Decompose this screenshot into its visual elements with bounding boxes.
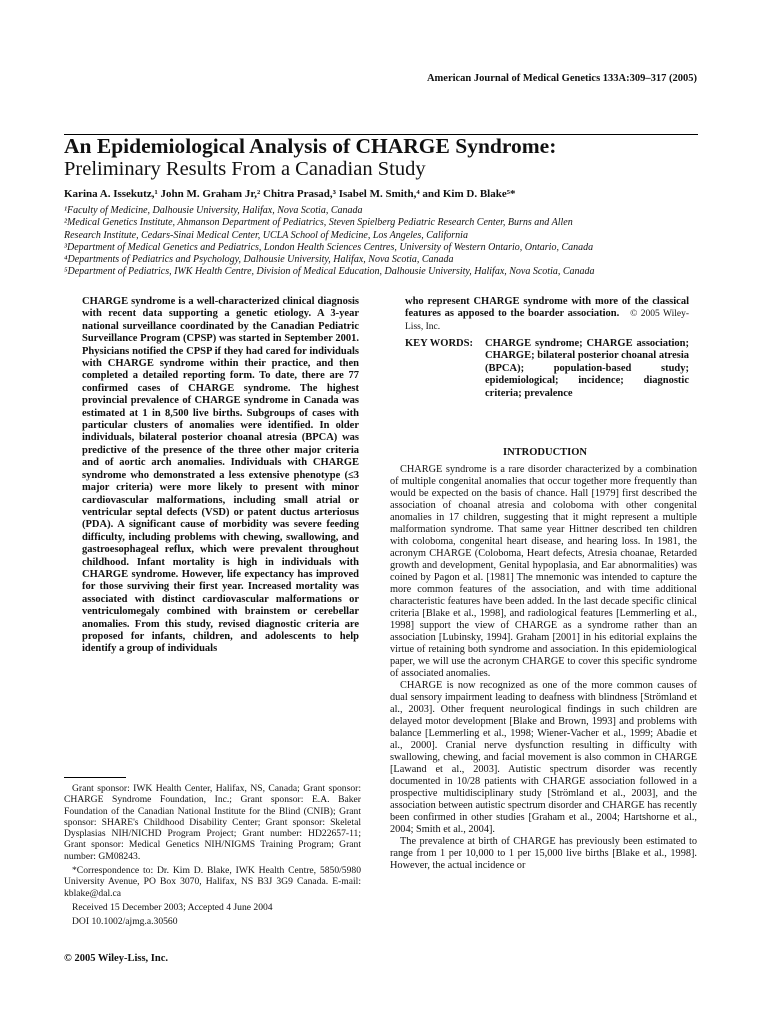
- keywords-block: [405, 338, 689, 400]
- intro-paragraph: The prevalence at birth of CHARGE has previously been estimated to range from 1 per 10,000 to 1 per 15,000 live births [Blake et al., 1998]. However, the actual incidence or: [390, 836, 697, 871]
- abstract-continuation: who represent CHARGE syndrome with more of the classical features as apposed to the boarder association.: [405, 296, 689, 320]
- footnotes: [64, 783, 361, 931]
- section-heading-introduction: INTRODUCTION: [502, 447, 587, 458]
- intro-paragraph: CHARGE syndrome is a rare disorder characterized by a combination of multiple congenital anomalies that occur together more frequently than would be expected on the basis of chance. Hall [1979] first described the association of choanal atresia and coloboma with other congenital anomalies in 17 children, suggesting that it might represent a multiple malformation syndrome. That same year Hittner described ten children with coloboma, congenital heart disease, and hearing loss. In 1981, the acronym CHARGE (Coloboma, Heart defects, Atresia choanae, Retarded growth and development, Genital hypoplasia, and Ear abnormalities) was coined by Pagon et al. [1981] The mnemonic was intended to capture the more common features of the association, and with time additional characteristic features have been added. In the last decade specific clinical criteria [Blake et al., 1998], and radiological features [Lemmerling et al., 1998] support the view of CHARGE as a syndrome rather than an association [Lubinsky, 1994]. Graham [2001] in his editorial explains the virtue of retaining both syndrome and association. In this epidemiological paper, we will use the acronym CHARGE to cover this specific syndrome of associated anomalies.: [390, 464, 697, 679]
- footnote-correspondence: *Correspondence to: Dr. Kim D. Blake, IWK Health Centre, 5850/5980 University Avenue, PO Box 3070, Halifax, NS B3J 3G9 Canada. E-mail: kblake@dal.ca: [64, 865, 361, 899]
- footnote-rule: [64, 777, 126, 778]
- intro-paragraph: CHARGE is now recognized as one of the more common causes of dual sensory impairment leading to deafness with blindness [Strömland et al., 2003]. Other frequent neurological findings in such children are delayed motor development [Blake and Brown, 1993] and problems with balance [Lemmerling et al., 1998; Wiener-Vacher et al., 1999; Abadie et al., 2000]. Cranial nerve dysfunction resulting in difficulty with swallowing, chewing, and facial movement is also common in CHARGE [Lawand et al., 2003]. Autistic spectrum disorder was recently documented in 10/28 patients with CHARGE association followed in a prospective multidisciplinary study [Strömland et al., 2003], and the association between autistic spectrum disorder and CHARGE has recently been confirmed in other studies [Graham et al., 2004; Hartshorne et al., 2004; Smith et al., 2004].: [390, 680, 697, 835]
- author-list: Karina A. Issekutz,¹ John M. Graham Jr,² Chitra Prasad,³ Isabel M. Smith,⁴ and Kim D. Blake⁵*: [64, 188, 516, 200]
- affiliation-2-cont: Research Institute, Cedars-Sinai Medical Center, UCLA School of Medicine, Los Angeles, California: [64, 229, 468, 241]
- affiliation-3: ³Department of Medical Genetics and Pediatrics, London Health Sciences Centres, University of Western Ontario, Ontario, Canada: [64, 241, 594, 253]
- keywords-text: CHARGE syndrome; CHARGE association; CHARGE; bilateral posterior choanal atresia (BPCA); population-based study; epidemiological; incidence; diagnostic criteria; prevalence: [485, 338, 689, 399]
- abstract-copyright: © 2005 Wiley-Liss, Inc.: [405, 309, 689, 332]
- affiliation-4: ⁴Departments of Pediatrics and Psychology, Dalhousie University, Halifax, Nova Scotia, Canada: [64, 254, 454, 266]
- affiliation-5: ⁵Department of Pediatrics, IWK Health Centre, Division of Medical Education, Dalhousie University, Halifax, Nova Scotia, Canada: [64, 266, 595, 278]
- affiliation-1: ¹Faculty of Medicine, Dalhousie University, Halifax, Nova Scotia, Canada: [64, 205, 363, 216]
- article-title: An Epidemiological Analysis of CHARGE Syndrome:: [64, 134, 557, 158]
- footnote-received: Received 15 December 2003; Accepted 4 June 2004: [72, 901, 273, 913]
- affiliation-2: ²Medical Genetics Institute, Ahmanson Department of Pediatrics, Steven Spielberg Pediatric Research Center, Burns and Allen: [64, 217, 573, 229]
- affiliations: [64, 205, 714, 279]
- footer-copyright: © 2005 Wiley-Liss, Inc.: [64, 953, 169, 964]
- footnote-doi: DOI 10.1002/ajmg.a.30560: [72, 916, 178, 928]
- abstract-column-2: [405, 296, 689, 333]
- article-subtitle: Preliminary Results From a Canadian Study: [64, 158, 426, 180]
- journal-header: American Journal of Medical Genetics 133A:309–317 (2005): [426, 73, 697, 84]
- keywords-label: KEY WORDS:: [405, 338, 473, 349]
- abstract-column-1: CHARGE syndrome is a well-characterized clinical diagnosis with recent data supporting a genetic etiology. A 3-year national surveillance coordinated by the Canadian Pediatric Surveillance Program (CPSP) was started in September 2001. Physicians notified the CPSP if they had cared for individuals with CHARGE syndrome within their practice, and then completed a detailed reporting form. To date, there are 77 confirmed cases of CHARGE syndrome. The highest provincial prevalence of CHARGE syndrome in Canada was estimated at 1 in 8,500 live births. Subgroups of cases with particular clusters of anomalies were identified. In older individuals, bilateral posterior choanal atresia (BPCA) was predictive of the presence of the three other major criteria and of aortic arch anomalies. Individuals with CHARGE syndrome who demonstrated a less extensive phenotype (≤3 major criteria) were more likely to present with minor cardiovascular malformations, including small atrial or ventricular septal defects (VSD) or patent ductus arteriosus (PDA). A significant cause of morbidity was severe feeding difficulty, including problems with chewing, swallowing, and gastroesophageal reflux, which were prevalent throughout childhood. Infant mortality is high in individuals with CHARGE syndrome. However, life expectancy has improved for those surviving their first year. Increased mortality was associated with distinct cardiovascular malformations or ventriculomegaly combined with brainstem or cerebellar anomalies. From this study, revised diagnostic criteria are proposed for infants, children, and adolescents to help identify a group of individuals: [82, 296, 359, 655]
- footnote-grants: Grant sponsor: IWK Health Center, Halifax, NS, Canada; Grant sponsor: CHARGE Syndrome Foundation, Inc.; Grant sponsor: E.A. Baker Foundation of the Canadian National Institute for the Blind (CNIB); Grant sponsor: SHARE's Childhood Disability Center; Grant sponsor: Skeletal Dysplasias NIH/NICHD Program Project; Grant number: HD22657-11; Grant sponsor: Medical Genetics NIH/NIGMS Training Program; Grant number: GM08243.: [64, 783, 361, 862]
- introduction-body: [390, 464, 697, 872]
